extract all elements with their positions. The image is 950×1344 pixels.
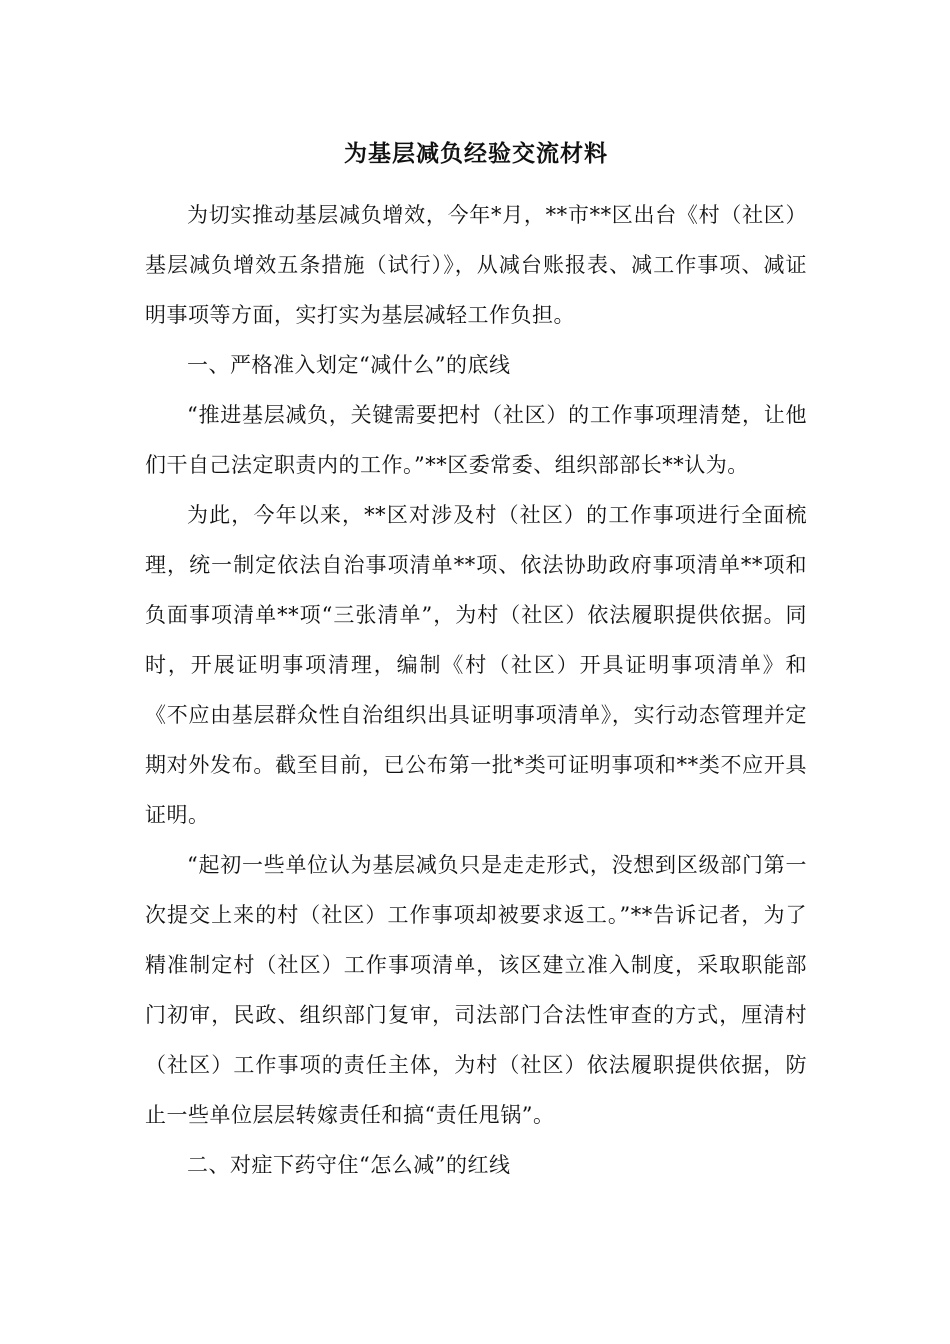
- section-heading-1: 一、严格准入划定“减什么”的底线: [187, 353, 511, 377]
- document-page: [145, 130, 807, 1190]
- section-heading-2: 二、对症下药守住“怎么减”的红线: [187, 1153, 511, 1177]
- paragraph-lists: 为此，今年以来，**区对涉及村（社区）的工作事项进行全面梳理，统一制定依法自治事项清单**项、依法协助政府事项清单**项和负面事项清单**项“三张清单”，为村（社区）依法履职提供依据。同时，开展证明事项清理，编制《村（社区）开具证明事项清单》和《不应由基层群众性自治组织出具证明事项清单》，实行动态管理并定期对外发布。截至目前，已公布第一批*类可证明事项和**类不应开具证明。: [145, 503, 807, 827]
- document-title: 为基层减负经验交流材料: [344, 141, 608, 167]
- paragraph-quote-2: “起初一些单位认为基层减负只是走走形式，没想到区级部门第一次提交上来的村（社区）工作事项却被要求返工。”**告诉记者，为了精准制定村（社区）工作事项清单，该区建立准入制度，采取职能部门初审，民政、组织部门复审，司法部门合法性审查的方式，厘清村（社区）工作事项的责任主体，为村（社区）依法履职提供依据，防止一些单位层层转嫁责任和搞“责任甩锅”。: [145, 853, 807, 1127]
- paragraph-intro: 为切实推动基层减负增效，今年*月，**市**区出台《村（社区）基层减负增效五条措施（试行）》，从减台账报表、减工作事项、减证明事项等方面，实打实为基层减轻工作负担。: [145, 203, 807, 327]
- paragraph-quote-1: “推进基层减负，关键需要把村（社区）的工作事项理清楚，让他们干自己法定职责内的工作。”**区委常委、组织部部长**认为。: [145, 403, 807, 477]
